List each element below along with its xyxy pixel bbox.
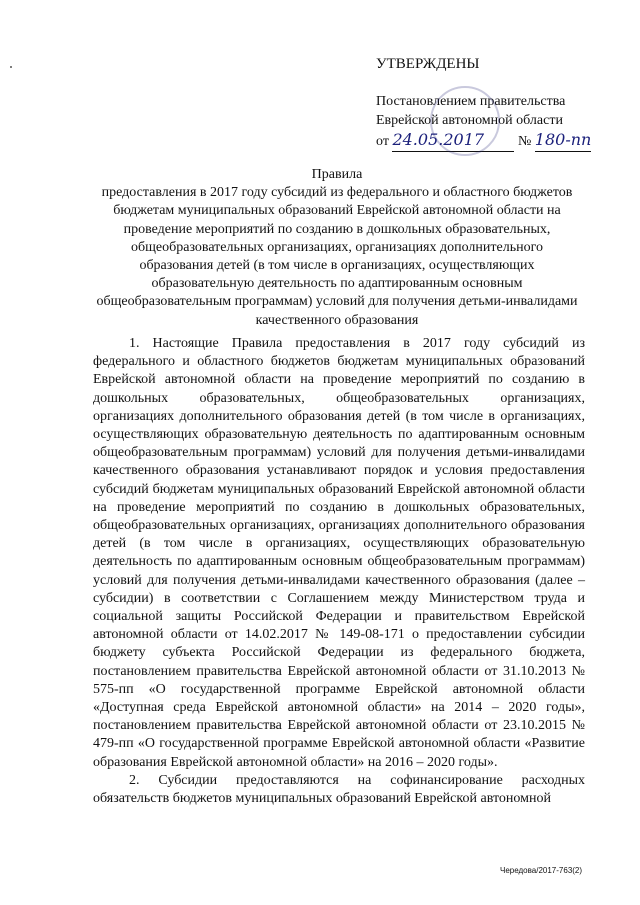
number-field (535, 130, 591, 152)
scan-speck (10, 66, 12, 68)
handwritten-number: 180-пп (534, 130, 592, 149)
document-body (93, 335, 585, 808)
rules-title: Правила (311, 167, 363, 182)
paragraph-1: 1. Настоящие Правила предоставления в 2017 году субсидий из федерального и областного бюджетов бюджетам муниципальных образований Еврейской автономной области на проведение мероприятий по созданию в дошкольных образовательных, общеобразовательных организациях, организациях дополнительного образования детей (в том числе в организациях, осуществляющих образовательную деятельность по адаптированным основным общеобразовательным программам) условий для получения детьми-инвалидами качественного образования устанавливают порядок и условия предоставления субсидий бюджетам муниципальных образований Еврейской автономной области на проведение мероприятий по созданию в дошкольных образовательных, общеобразовательных организациях, организациях дополнительного образования детей (в том числе в организациях, осуществляющих образовательную деятельность по адаптированным основным общеобразовательным программам) условий для получения детьми-инвалидами качественного образования (далее – субсидии) в соответствии с Соглашением между Министерством труда и социальной защиты Российской Федерации и правительством Еврейской автономной области от 14.02.2017 № 149-08-171 о предоставлении субсидии бюджету субъекта Российской Федерации из федерального бюджета, постановлением правительства Еврейской автономной области от 31.10.2013 № 575-пп «О государственной программе Еврейской автономной области «Доступная среда Еврейской автономной области» на 2014 – 2020 годы», постановлением правительства Еврейской автономной области от 23.10.2015 № 479-пп «О государственной программе Еврейской автономной области «Развитие образования Еврейской автономной области» на 2016 – 2020 годы». (93, 336, 585, 770)
approval-line-2: Еврейской автономной области (376, 113, 563, 128)
approval-line-1: Постановлением правительства (376, 94, 566, 109)
official-stamp (430, 86, 500, 156)
handwritten-date: 24.05.2017 (392, 130, 485, 149)
paragraph-2: 2. Субсидии предоставляются на софинансирование расходных обязательств бюджетов муниципальных образований Еврейской автономной (93, 772, 585, 807)
document-heading (94, 166, 580, 330)
approval-title: УТВЕРЖДЕНЫ (376, 56, 480, 72)
from-prefix: от (376, 134, 389, 149)
approval-block (376, 55, 616, 152)
rules-subtitle: предоставления в 2017 году субсидий из федерального и областного бюджетов бюджетам муниципальных образований Еврейской автономной области на проведение мероприятий по созданию в дошкольных образовательных, общеобразовательных организациях, организациях дополнительного образования детей (в том числе в организациях, осуществляющих образовательную деятельность по адаптированным основным общеобразовательным программам) условий для получения детьми-инвалидами качественного образования (96, 185, 578, 328)
number-prefix: № (517, 134, 532, 149)
footer-code: Чередова/2017-763(2) (500, 866, 583, 875)
